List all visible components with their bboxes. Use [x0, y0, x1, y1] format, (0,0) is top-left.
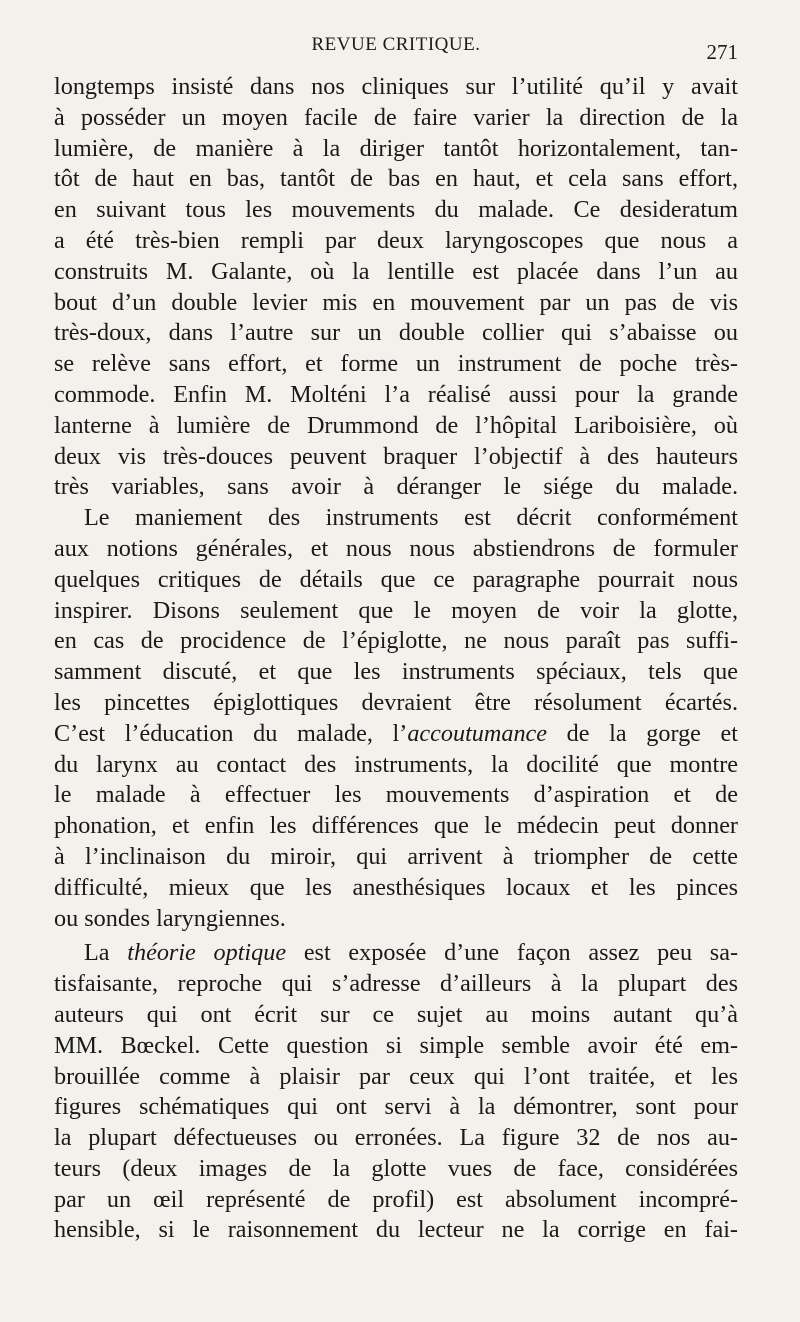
- text-line: construits M. Galante, où la lentille est placée dans l’un au: [54, 257, 738, 285]
- running-head: [54, 34, 738, 70]
- text-line: deux vis très-douces peuvent braquer l’objectif à des hauteurs: [54, 442, 738, 470]
- text-line: lanterne à lumière de Drummond de l’hôpital Lariboisière, où: [54, 411, 738, 439]
- text-line: hensible, si le raisonnement du lecteur ne la corrige en fai-: [54, 1216, 738, 1244]
- text-line: bout d’un double levier mis en mouvement par un pas de vis: [54, 288, 738, 316]
- text-line: Le maniement des instruments est décrit conformément: [84, 504, 738, 532]
- text-line: à l’inclinaison du miroir, qui arrivent à triompher de cette: [54, 842, 738, 870]
- text-line: phonation, et enfin les différences que le médecin peut donner: [54, 812, 738, 840]
- text-segment: de la gorge et: [547, 719, 738, 747]
- paragraph-1: [54, 72, 738, 503]
- text-line-with-italic: [54, 938, 738, 969]
- text-line: teurs (deux images de la glotte vues de face, considérées: [54, 1154, 738, 1182]
- text-line: a été très-bien rempli par deux laryngoscopes que nous a: [54, 226, 738, 254]
- page-number: 271: [706, 40, 738, 64]
- text-line: tisfaisante, reproche qui s’adresse d’ailleurs à la plupart des: [54, 970, 738, 998]
- text-line: brouillée comme à plaisir par ceux qui l’ont traitée, et les: [54, 1062, 738, 1090]
- text-line: auteurs qui ont écrit sur ce sujet au moins autant qu’à: [54, 1000, 738, 1028]
- text-line: du larynx au contact des instruments, la docilité que montre: [54, 750, 738, 778]
- text-line: commode. Enfin M. Molténi l’a réalisé aussi pour la grande: [54, 380, 738, 408]
- text-line: quelques critiques de détails que ce paragraphe pourrait nous: [54, 565, 738, 593]
- text-line: aux notions générales, et nous nous abstiendrons de formuler: [54, 534, 738, 562]
- text-segment: La: [84, 939, 128, 967]
- text-line: à posséder un moyen facile de faire varier la direction de la: [54, 103, 738, 131]
- text-line: samment discuté, et que les instruments spéciaux, tels que: [54, 658, 738, 686]
- paragraph-2: [54, 503, 738, 934]
- text-segment: C’est l’éducation du malade, l’: [54, 719, 408, 747]
- text-line-with-italic: [54, 719, 738, 750]
- text-line: lumière, de manière à la diriger tantôt horizontalement, tan-: [54, 134, 738, 162]
- running-title: REVUE CRITIQUE.: [311, 34, 481, 55]
- text-line: ou sondes laryngiennes.: [54, 904, 286, 932]
- text-line: la plupart défectueuses ou erronées. La figure 32 de nos au-: [54, 1124, 738, 1152]
- body-text: [54, 72, 738, 1246]
- text-line: par un œil représenté de profil) est absolument incompré-: [54, 1185, 738, 1213]
- text-line: se relève sans effort, et forme un instrument de poche très-: [54, 350, 738, 378]
- text-segment: est exposée d’une façon assez peu sa-: [286, 939, 739, 967]
- text-line: très-doux, dans l’autre sur un double collier qui s’abaisse ou: [54, 319, 738, 347]
- text-line: inspirer. Disons seulement que le moyen de voir la glotte,: [54, 596, 738, 624]
- text-line: en cas de procidence de l’épiglotte, ne nous paraît pas suffi-: [54, 627, 738, 655]
- text-line: longtemps insisté dans nos cliniques sur l’utilité qu’il y avait: [54, 73, 738, 100]
- text-line: les pincettes épiglottiques devraient être résolument écartés.: [54, 688, 738, 716]
- text-line: en suivant tous les mouvements du malade. Ce desideratum: [54, 196, 738, 224]
- text-line: tôt de haut en bas, tantôt de bas en haut, et cela sans effort,: [54, 165, 738, 193]
- paragraph-3: [54, 938, 738, 1246]
- text-line: très variables, sans avoir à déranger le siége du malade.: [54, 473, 738, 501]
- text-line: difficulté, mieux que les anesthésiques locaux et les pinces: [54, 873, 738, 901]
- text-line: figures schématiques qui ont servi à la démontrer, sont pour: [54, 1093, 738, 1121]
- italic-term: théorie optique: [127, 939, 287, 967]
- italic-term: accoutumance: [407, 719, 548, 747]
- text-line: le malade à effectuer les mouvements d’aspiration et de: [54, 781, 738, 809]
- text-line: MM. Bœckel. Cette question si simple semble avoir été em-: [54, 1031, 738, 1059]
